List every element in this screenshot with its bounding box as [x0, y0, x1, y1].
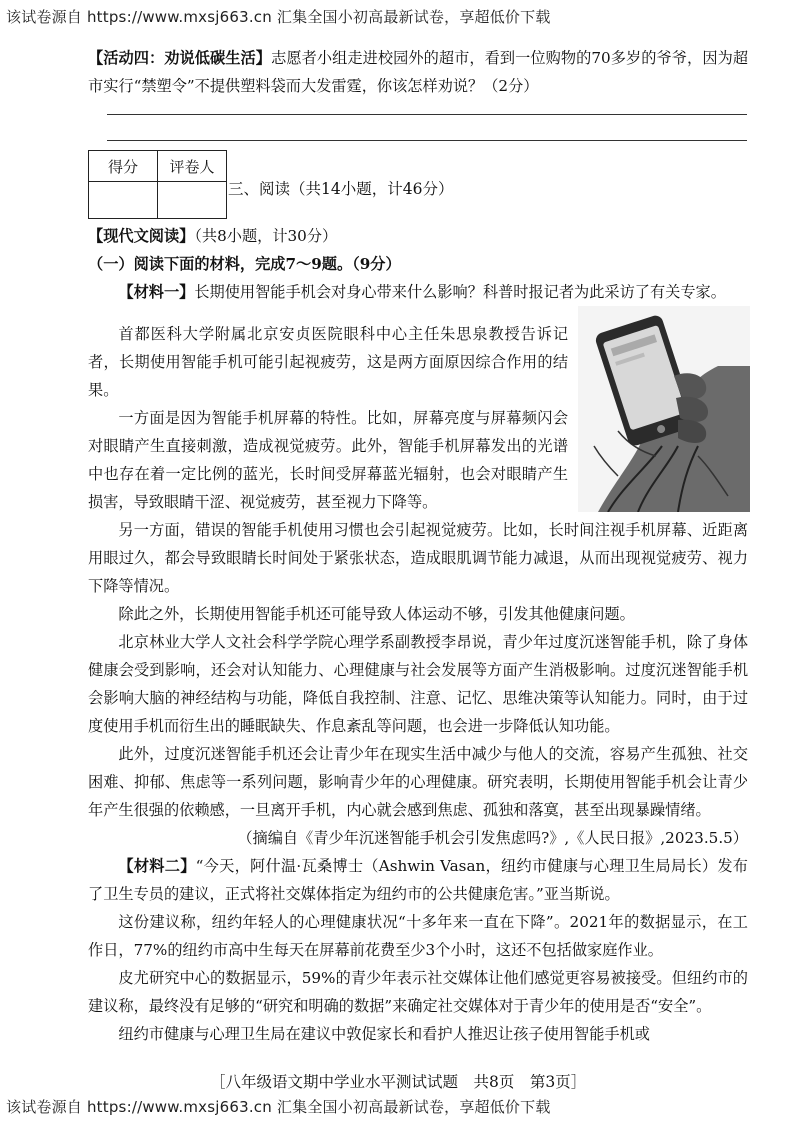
grader-header: 评卷人: [158, 151, 227, 182]
material-2-paragraph-3: 皮尤研究中心的数据显示，59%的青少年表示社交媒体让他们感觉更容易被接受。但纽约市的建议称，最终没有足够的“研究和明确的数据”来确定社交媒体对于青少年的使用是否“安全”。: [88, 969, 748, 1015]
section-3-title: 三、阅读（共14小题，计46分）: [228, 180, 454, 198]
activity-4-paragraph: [88, 44, 748, 100]
material-1-paragraph-6: 北京林业大学人文社会科学学院心理学系副教授李昂说，青少年过度沉迷智能手机，除了身体健康会受到影响，还会对认知能力、心理健康与社会发展等方面产生消极影响。过度沉迷智能手机会影响大脑的神经结构与功能，降低自我控制、注意、记忆、思维决策等认知能力。同时，由于过度使用手机而衍生出的睡眠缺失、作息紊乱等问题，也会进一步降低认知功能。: [88, 633, 748, 735]
score-cell: [89, 182, 158, 219]
material-1-paragraph-5: 除此之外，长期使用智能手机还可能导致人体运动不够，引发其他健康问题。: [118, 605, 635, 623]
activity-4: [88, 44, 748, 100]
part-1-title: （一）阅读下面的材料，完成7～9题。（9分）: [88, 255, 401, 273]
modern-reading-label: 【现代文阅读】: [88, 227, 195, 245]
material-2-paragraph-4: 纽约市健康与心理卫生局在建议中敦促家长和看护人推迟让孩子使用智能手机或: [118, 1025, 650, 1043]
material-1-wrapped: [88, 320, 568, 516]
material-1-text-1: 长期使用智能手机会对身心带来什么影响？科普时报记者为此采访了有关专家。: [194, 283, 726, 301]
material-1-paragraph-4: 另一方面，错误的智能手机使用习惯也会引起视觉疲劳。比如，长时间注视手机屏幕、近距离用眼过久，都会导致眼睛长时间处于紧张状态，造成眼肌调节能力减退，从而出现视觉疲劳、视力下降等情况。: [88, 521, 748, 595]
material-2-paragraph-2: 这份建议称，纽约年轻人的心理健康状况“十多年来一直在下降”。2021年的数据显示，在工作日，77%的纽约市高中生每天在屏幕前花费至少3个小时，这还不包括做家庭作业。: [88, 913, 748, 959]
phone-roots-illustration: [578, 306, 750, 512]
page-footer: ［八年级语文期中学业水平测试试题 共8页 第3页］: [210, 1073, 587, 1091]
material-2-text-1: “今天，阿什温·瓦桑博士（Ashwin Vasan，纽约市健康与心理卫生局局长）发布了卫生专员的建议，正式将社交媒体指定为纽约市的公共健康危害。”亚当斯说。: [88, 857, 748, 903]
activity-4-label: 【活动四：劝说低碳生活】: [88, 49, 272, 67]
activity-4-text: 志愿者小组走进校园外的超市，看到一位购物的70多岁的爷爷，因为超市实行“禁塑令”不提供塑料袋而大发雷霆，你该怎样劝说？（2分）: [88, 49, 749, 95]
material-1-paragraph-2: 首都医科大学附属北京安贞医院眼科中心主任朱思泉教授告诉记者，长期使用智能手机可能引起视疲劳，这是两方面原因综合作用的结果。: [88, 325, 568, 399]
grader-cell: [158, 182, 227, 219]
modern-reading-text: （共8小题，计30分）: [194, 227, 338, 245]
modern-reading-header: [88, 222, 748, 278]
material-1-label: 【材料一】: [118, 283, 195, 301]
material-1-paragraph-1: [88, 278, 748, 306]
material-1-intro: [88, 278, 748, 306]
watermark-bottom: 该试卷源自 https://www.mxsj663.cn 汇集全国小初高最新试卷，享超低价下载: [6, 1098, 551, 1116]
modern-reading-line: [88, 222, 748, 250]
score-table: [88, 150, 227, 219]
answer-line-2: [107, 140, 747, 141]
material-2-label: 【材料二】: [118, 857, 196, 875]
watermark-top: 该试卷源自 https://www.mxsj663.cn 汇集全国小初高最新试卷，享超低价下载: [6, 8, 551, 26]
material-1-paragraph-7: 此外，过度沉迷智能手机还会让青少年在现实生活中减少与他人的交流，容易产生孤独、社交困难、抑郁、焦虑等一系列问题，影响青少年的心理健康。研究表明，长期使用智能手机会让青少年产生很强的依赖感，一旦离开手机，内心就会感到焦虑、孤独和落寞，甚至出现暴躁情绪。: [88, 745, 748, 819]
material-1-paragraph-3: 一方面是因为智能手机屏幕的特性。比如，屏幕亮度与屏幕频闪会对眼睛产生直接刺激，造成视觉疲劳。此外，智能手机屏幕发出的光谱中也存在着一定比例的蓝光，长时间受屏幕蓝光辐射，也会对眼睛产生损害，导致眼睛干涩、视觉疲劳，甚至视力下降等。: [88, 409, 568, 511]
score-header: 得分: [89, 151, 158, 182]
material-2-paragraph-1: [88, 852, 748, 908]
material-1-source: （摘编自《青少年沉迷智能手机会引发焦虑吗?》,《人民日报》,2023.5.5）: [237, 829, 748, 847]
material-1-body: [88, 516, 748, 1048]
answer-line-1: [107, 114, 747, 115]
